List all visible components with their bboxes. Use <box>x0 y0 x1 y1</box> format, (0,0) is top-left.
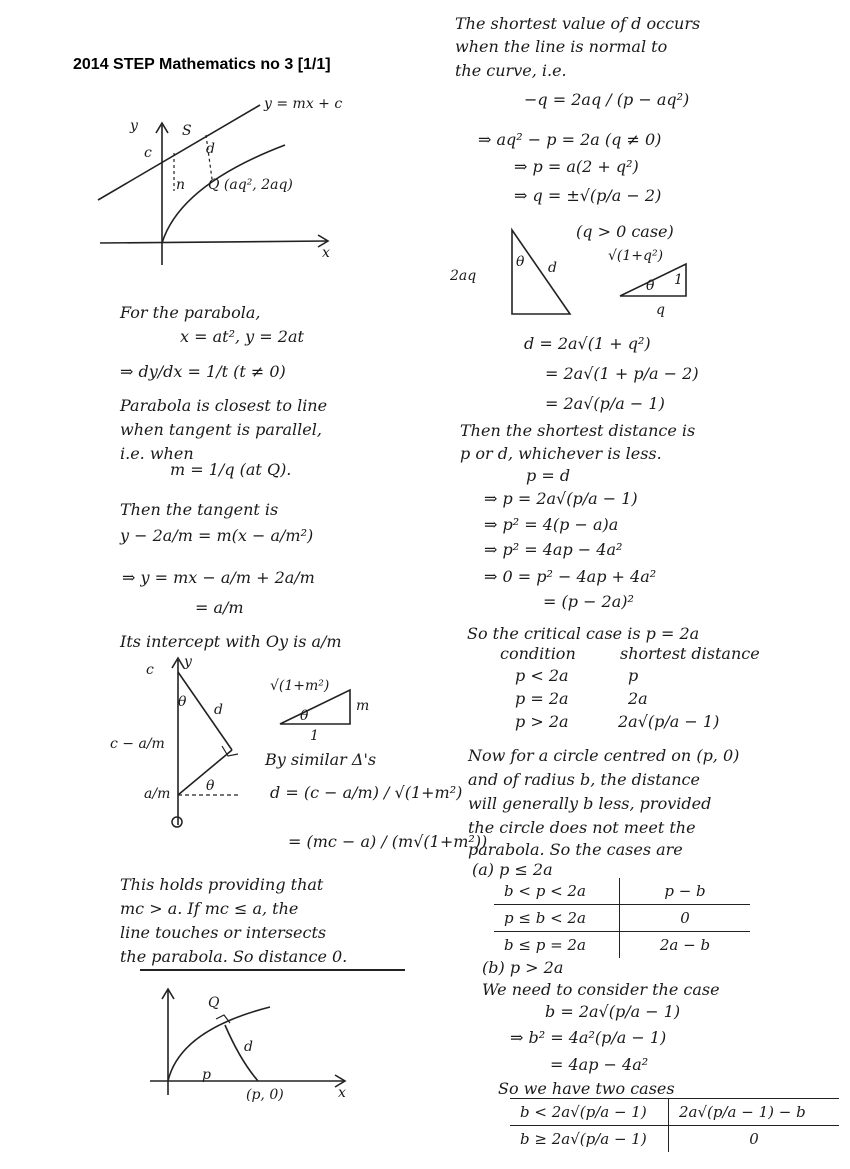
left-line-4: Parabola is closest to line <box>120 396 328 415</box>
case-b-r2-dist: 0 <box>749 1130 759 1148</box>
right-line-19: = (p − 2a)² <box>543 592 634 611</box>
fig3-d-label: d <box>244 1039 253 1055</box>
case-b-r2-cond: b ≥ 2a√(p/a − 1) <box>510 1126 669 1153</box>
left2-line-7: the parabola. So distance 0. <box>120 947 348 966</box>
cond-row1-a: p < 2a <box>515 666 569 685</box>
right-line-1: The shortest value of d occurs <box>455 14 701 33</box>
fig2-theta-small: θ <box>300 708 309 724</box>
fig4-d-label: d <box>548 260 557 276</box>
fig1-y-label: y <box>130 118 138 134</box>
case-a-table <box>494 878 750 958</box>
fig2-c-label: c <box>146 662 154 678</box>
right-line-11: = 2a√(p/a − 1) <box>545 394 665 413</box>
left-line-10: ⇒ y = mx − a/m + 2a/m <box>122 568 315 587</box>
cond-row1-b: p <box>628 666 639 685</box>
case-b-label: (b) p > 2a <box>482 958 564 977</box>
fig1-d-label: d <box>206 141 215 157</box>
right-line-10: = 2a√(1 + p/a − 2) <box>545 364 699 383</box>
case-a-r3-dist: 2a − b <box>659 936 711 954</box>
fig1-c-label: c <box>144 145 152 161</box>
case-a-r1-cond: b < p < 2a <box>494 878 620 905</box>
left-line-6: i.e. when <box>120 444 194 463</box>
fig4-one-label: 1 <box>674 272 683 288</box>
cond-row2-a: p = 2a <box>515 689 569 708</box>
left2-line-5: mc > a. If mc ≤ a, the <box>120 899 299 918</box>
left-line-2: x = at², y = 2at <box>180 327 304 346</box>
cond-header-distance: shortest distance <box>620 644 760 663</box>
right2-line-6: We need to consider the case <box>482 980 720 999</box>
figure-triangle-m <box>110 650 390 830</box>
left2-line-4: This holds providing that <box>120 875 324 894</box>
fig4-theta-right: θ <box>646 278 655 294</box>
case-a-r2-cond: p ≤ b < 2a <box>494 905 620 932</box>
right2-line-8: ⇒ b² = 4a²(p/a − 1) <box>510 1028 667 1047</box>
right2-line-5: parabola. So the cases are <box>468 840 683 859</box>
right2-line-1: Now for a circle centred on (p, 0) <box>468 746 740 765</box>
fig2-theta-top: θ <box>178 694 187 710</box>
right2-line-10: So we have two cases <box>498 1079 675 1098</box>
left-line-7: m = 1/q (at Q). <box>170 460 292 479</box>
right-line-2: when the line is normal to <box>455 37 668 56</box>
left2-line-2: d = (c − a/m) / √(1+m²) <box>270 783 463 802</box>
case-a-r2-dist: 0 <box>620 905 751 932</box>
fig3-q-label: Q <box>208 995 220 1011</box>
left2-line-1: By similar Δ's <box>265 750 377 769</box>
case-a-label: (a) p ≤ 2a <box>472 860 553 879</box>
figure-triangle-q <box>450 228 710 320</box>
right-line-5: ⇒ aq² − p = 2a (q ≠ 0) <box>478 130 662 149</box>
cond-header-condition: condition <box>500 644 576 663</box>
right-line-9: d = 2a√(1 + q²) <box>524 334 651 353</box>
right-line-17: ⇒ p² = 4ap − 4a² <box>484 540 623 559</box>
case-a-r1-dist: p − b <box>620 878 751 905</box>
right-line-14: p = d <box>526 466 571 485</box>
fig2-d-label: d <box>214 702 223 718</box>
fig3-x-label: x <box>338 1085 346 1101</box>
cond-row2-b: 2a <box>628 689 648 708</box>
fig1-s-label: S <box>182 123 192 139</box>
right2-line-7: b = 2a√(p/a − 1) <box>545 1002 681 1021</box>
case-b-r1-cond: b < 2a√(p/a − 1) <box>510 1099 669 1126</box>
fig4-theta-left: θ <box>516 254 525 270</box>
fig1-q-label: Q (aq², 2aq) <box>208 177 293 193</box>
left-line-5: when tangent is parallel, <box>120 420 322 439</box>
right-line-13: p or d, whichever is less. <box>460 444 662 463</box>
right-line-18: ⇒ 0 = p² − 4ap + 4a² <box>484 567 657 586</box>
right2-line-9: = 4ap − 4a² <box>550 1055 649 1074</box>
right-line-4: −q = 2aq / (p − aq²) <box>524 90 690 109</box>
fig1-n-label: n <box>176 177 186 193</box>
right2-line-4: the circle does not meet the <box>468 818 696 837</box>
fig4-2aq-label: 2aq <box>450 268 477 284</box>
fig4-hyp-label: √(1+q²) <box>608 248 664 264</box>
left-line-12: Its intercept with Oy is a/m <box>120 632 342 651</box>
right-line-20: So the critical case is p = 2a <box>467 624 700 643</box>
case-b-table <box>510 1098 839 1152</box>
right2-line-2: and of radius b, the distance <box>468 770 700 789</box>
fig2-am-label: a/m <box>144 786 171 802</box>
right-line-15: ⇒ p = 2a√(p/a − 1) <box>484 489 638 508</box>
fig3-p-label: p <box>202 1067 211 1083</box>
right-line-16: ⇒ p² = 4(p − a)a <box>484 515 619 534</box>
right2-line-3: will generally b less, provided <box>468 794 712 813</box>
fig2-hyp-label: √(1+m²) <box>270 678 330 694</box>
divider-rule <box>140 969 405 971</box>
right-line-12: Then the shortest distance is <box>460 421 696 440</box>
figure-normal <box>140 985 370 1110</box>
left-line-11: = a/m <box>195 598 244 617</box>
fig4-q-label: q <box>656 302 665 318</box>
left2-line-6: line touches or intersects <box>120 923 327 942</box>
right-line-7: ⇒ q = ±√(p/a − 2) <box>514 186 662 205</box>
right-line-8: (q > 0 case) <box>576 222 674 241</box>
fig2-y-label: y <box>184 654 192 670</box>
left-line-9: y − 2a/m = m(x − a/m²) <box>120 526 314 545</box>
fig2-m-label: m <box>356 698 370 714</box>
left2-line-3: = (mc − a) / (m√(1+m²)) <box>288 832 488 851</box>
fig2-one-label: 1 <box>310 728 319 744</box>
left-line-3: ⇒ dy/dx = 1/t (t ≠ 0) <box>120 362 286 381</box>
fig3-point-label: (p, 0) <box>246 1087 284 1103</box>
fig2-theta-bottom: θ <box>206 778 215 794</box>
cond-row3-b: 2a√(p/a − 1) <box>618 712 720 731</box>
fig1-x-label: x <box>322 245 330 261</box>
case-a-r3-cond: b ≤ p = 2a <box>494 932 620 959</box>
fig1-line-label: y = mx + c <box>264 96 343 112</box>
cond-row3-a: p > 2a <box>515 712 569 731</box>
left-line-8: Then the tangent is <box>120 500 279 519</box>
fig2-cminus-label: c − a/m <box>110 736 165 752</box>
case-b-r1-dist: 2a√(p/a − 1) − b <box>669 1099 840 1126</box>
right-line-3: the curve, i.e. <box>455 61 567 80</box>
left-line-1: For the parabola, <box>120 303 261 322</box>
figure-line-parabola <box>90 95 350 270</box>
right-line-6: ⇒ p = a(2 + q²) <box>514 157 639 176</box>
page-title: 2014 STEP Mathematics no 3 [1/1] <box>73 56 331 73</box>
